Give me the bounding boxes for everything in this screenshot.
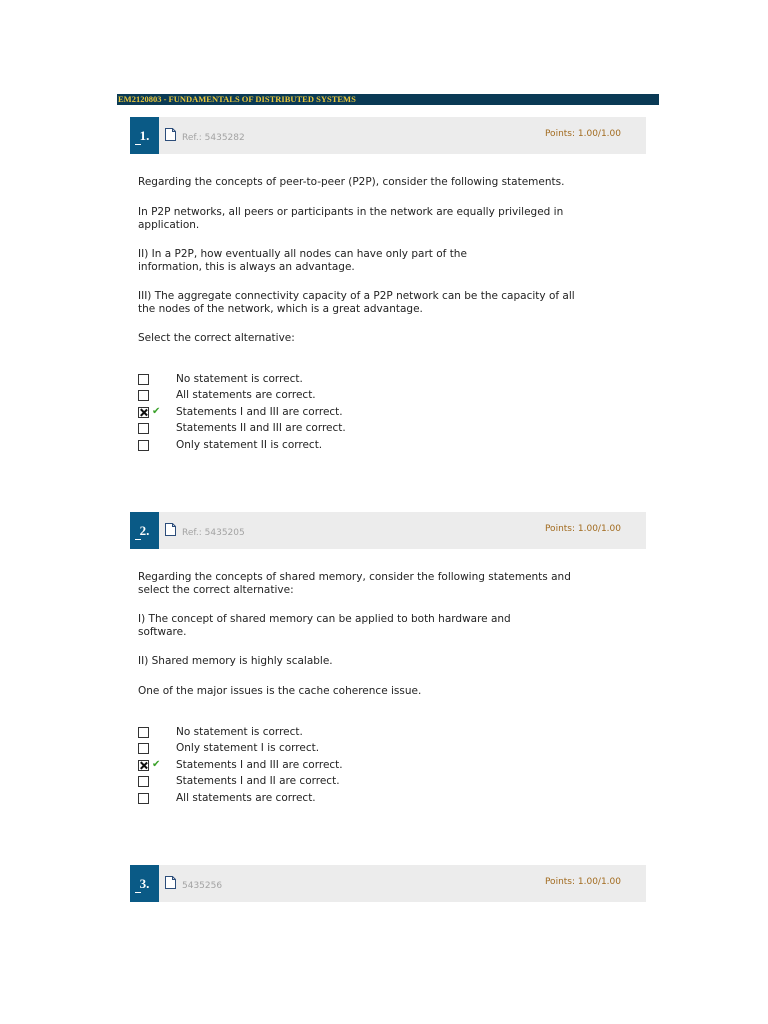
checkbox-x-icon[interactable] xyxy=(138,407,149,418)
question-1-points: Points: 1.00/1.00 xyxy=(544,129,621,139)
question-1-paragraph: III) The aggregate connectivity capacity of a P2P network can be the capacity of all the nodes of the network, which is a great advantage. xyxy=(138,290,575,315)
option[interactable] xyxy=(138,420,538,436)
option[interactable] xyxy=(138,437,538,453)
question-3-ref: 5435256 xyxy=(182,881,223,891)
option[interactable] xyxy=(138,773,538,789)
question-3-number: 3. xyxy=(130,865,159,902)
checkmark-icon: ✔ xyxy=(152,405,161,417)
document-icon xyxy=(165,876,176,889)
question-2-paragraph: I) The concept of shared memory can be applied to both hardware and software. xyxy=(138,613,511,638)
question-1-header xyxy=(130,117,646,154)
document-icon xyxy=(165,523,176,536)
checkbox[interactable] xyxy=(138,440,149,451)
option[interactable] xyxy=(138,404,538,420)
question-1-text xyxy=(138,176,588,345)
question-2-paragraph: II) Shared memory is highly scalable. xyxy=(138,655,333,667)
question-1-number: 1. xyxy=(130,117,159,154)
option-label: All statements are correct. xyxy=(176,791,316,804)
question-1-options xyxy=(138,371,538,453)
checkbox[interactable] xyxy=(138,423,149,434)
question-1-paragraph: In P2P networks, all peers or participants in the network are equally privileged in application. xyxy=(138,206,564,231)
question-2-paragraph: Regarding the concepts of shared memory, consider the following statements and select the correct alternative: xyxy=(138,571,571,596)
checkbox[interactable] xyxy=(138,727,149,738)
checkbox[interactable] xyxy=(138,390,149,401)
course-title-bar xyxy=(117,94,659,105)
question-2-text xyxy=(138,571,588,698)
question-3-points: Points: 1.00/1.00 xyxy=(544,877,621,887)
option-label: Only statement II is correct. xyxy=(176,438,323,451)
question-2-ref: Ref.: 5435205 xyxy=(182,528,245,538)
option[interactable] xyxy=(138,371,538,387)
option-label: Only statement I is correct. xyxy=(176,742,320,755)
option[interactable] xyxy=(138,790,538,806)
question-2-header xyxy=(130,512,646,549)
question-3-header xyxy=(130,865,646,902)
question-1-paragraph: Regarding the concepts of peer-to-peer (P2P), consider the following statements. xyxy=(138,176,565,188)
question-2-number: 2. xyxy=(130,512,159,549)
option-label: No statement is correct. xyxy=(176,373,303,385)
question-2-options xyxy=(138,724,538,806)
option-label: No statement is correct. xyxy=(176,726,303,738)
document-icon xyxy=(165,128,176,141)
checkbox-x-icon[interactable] xyxy=(138,760,149,771)
question-2-paragraph: One of the major issues is the cache coherence issue. xyxy=(138,685,422,697)
option-label: All statements are correct. xyxy=(176,389,316,402)
option-label: Statements II and III are correct. xyxy=(176,422,346,435)
checkbox[interactable] xyxy=(138,776,149,787)
option-label: Statements I and III are correct. xyxy=(176,405,343,418)
question-2-points: Points: 1.00/1.00 xyxy=(544,524,621,534)
option[interactable] xyxy=(138,757,538,773)
question-1-paragraph: Select the correct alternative: xyxy=(138,332,295,344)
checkbox[interactable] xyxy=(138,374,149,385)
option-label: Statements I and III are correct. xyxy=(176,758,343,771)
checkbox[interactable] xyxy=(138,793,149,804)
checkmark-icon: ✔ xyxy=(152,758,161,770)
course-title: EM2120803 - FUNDAMENTALS OF DISTRIBUTED SYSTEMS xyxy=(118,94,356,104)
option[interactable] xyxy=(138,387,538,403)
checkbox[interactable] xyxy=(138,743,149,754)
option[interactable] xyxy=(138,724,538,740)
option-label: Statements I and II are correct. xyxy=(176,775,340,788)
option[interactable] xyxy=(138,740,538,756)
question-1-paragraph: II) In a P2P, how eventually all nodes can have only part of the information, this is always an advantage. xyxy=(138,248,467,273)
question-1-ref: Ref.: 5435282 xyxy=(182,133,245,143)
